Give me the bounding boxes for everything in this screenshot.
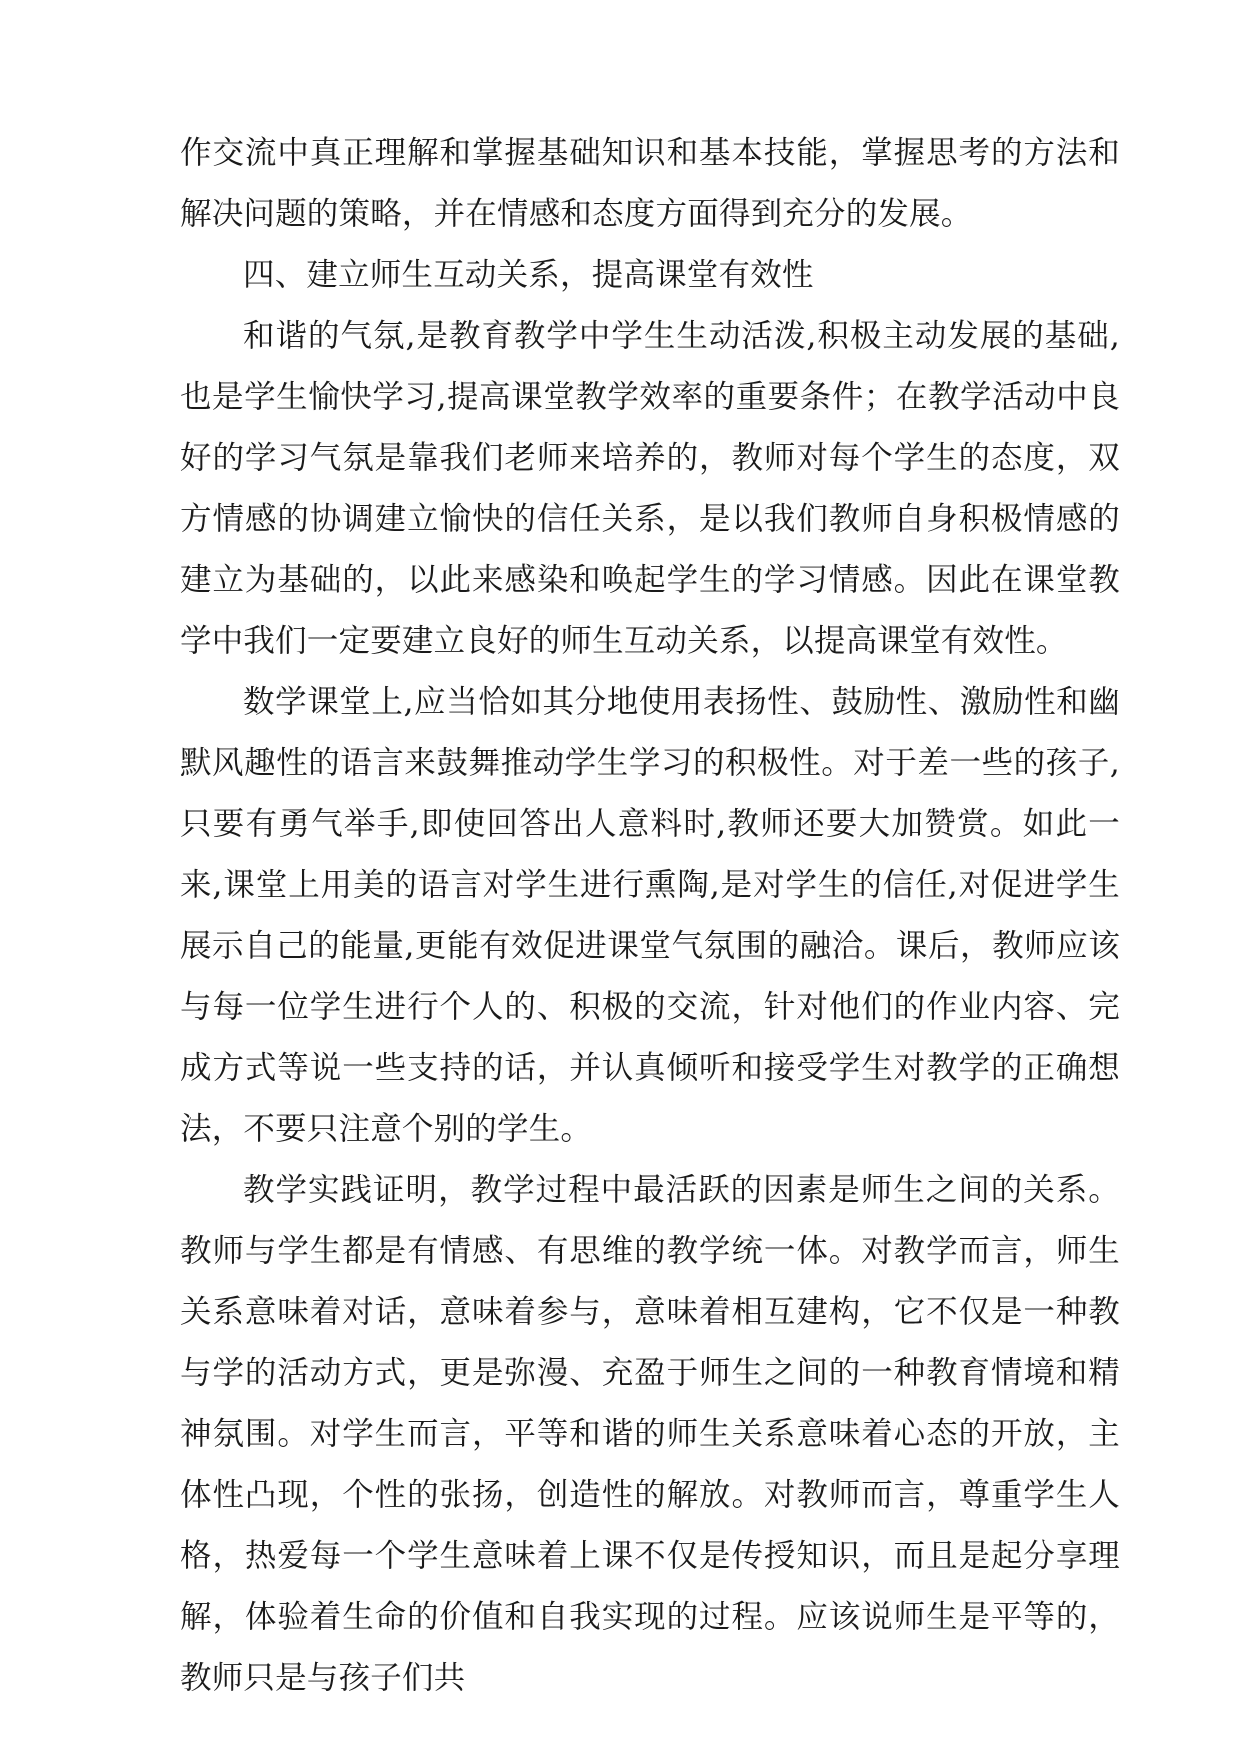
paragraph-continuation: 作交流中真正理解和掌握基础知识和基本技能，掌握思考的方法和解决问题的策略，并在情感和态度方面得到充分的发展。 — [180, 135, 1120, 232]
section-heading: 四、建立师生互动关系，提高课堂有效性 — [243, 257, 814, 293]
paragraph: 数学课堂上,应当恰如其分地使用表扬性、鼓励性、激励性和幽默风趣性的语言来鼓舞推动学生学习的积极性。对于差一些的孩子,只要有勇气举手,即使回答出人意料时,教师还要大加赞赏。如此一来,课堂上用美的语言对学生进行熏陶,是对学生的信任,对促进学生展示自己的能量,更能有效促进课堂气氛围的融洽。课后，教师应该与每一位学生进行个人的、积极的交流，针对他们的作业内容、完成方式等说一些支持的话，并认真倾听和接受学生对教学的正确想法，不要只注意个别的学生。 — [180, 684, 1120, 1147]
paragraph: 教学实践证明，教学过程中最活跃的因素是师生之间的关系。教师与学生都是有情感、有思维的教学统一体。对教学而言，师生关系意味着对话，意味着参与，意味着相互建构，它不仅是一种教与学的活动方式，更是弥漫、充盈于师生之间的一种教育情境和精神氛围。对学生而言，平等和谐的师生关系意味着心态的开放，主体性凸现，个性的张扬，创造性的解放。对教师而言，尊重学生人格，热爱每一个学生意味着上课不仅是传授知识，而且是起分享理解，体验着生命的价值和自我实现的过程。应该说师生是平等的，教师只是与孩子们共 — [180, 1172, 1120, 1696]
paragraph: 和谐的气氛,是教育教学中学生生动活泼,积极主动发展的基础,也是学生愉快学习,提高课堂教学效率的重要条件；在教学活动中良好的学习气氛是靠我们老师来培养的，教师对每个学生的态度，双方情感的协调建立愉快的信任关系，是以我们教师自身积极情感的建立为基础的，以此来感染和唤起学生的学习情感。因此在课堂教学中我们一定要建立良好的师生互动关系，以提高课堂有效性。 — [180, 318, 1120, 659]
document-body — [180, 123, 1120, 1709]
